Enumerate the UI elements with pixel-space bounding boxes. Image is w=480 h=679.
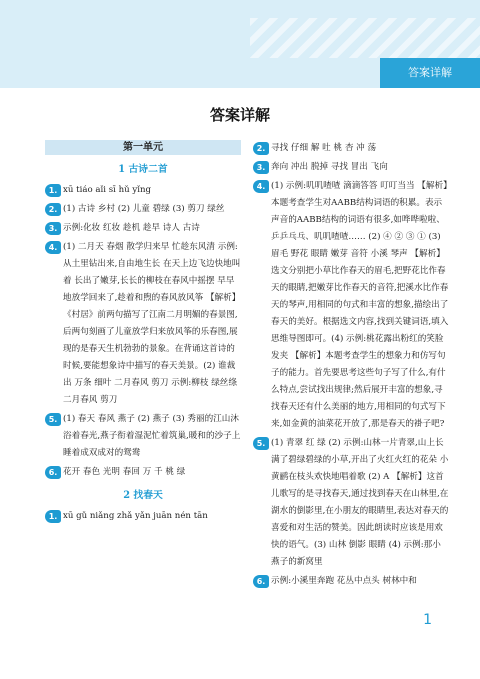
answer-text: 寻找 仔细 解 吐 桃 杏 冲 荡	[271, 143, 377, 153]
answer-item	[45, 182, 241, 199]
item-number-badge: 1.	[45, 184, 61, 197]
item-number-badge: 3.	[253, 161, 269, 174]
answer-item	[253, 159, 449, 176]
header-band	[0, 0, 480, 88]
unit-heading: 第一单元	[45, 140, 241, 155]
item-number-badge: 2.	[45, 203, 61, 216]
answer-item	[45, 508, 241, 525]
item-number-badge: 1.	[45, 510, 61, 523]
answer-text: (1) 二月天 春烟 散学归来早 忙趁东风清 示例:从土里钻出来,自由地生长 在天上边飞边快地叫着 长出了嫩芽,长长的柳枝在春风中摇摆 早早地放学回来了,趁着和煦的春风放风筝 【解析】《村居》前两句描写了江南二月明媚的春景图,后两句刻画了儿童放学归来放风筝的乐春图,展现的是春天生机勃勃的景象。在背诵这首诗的时候,要能想象诗中描写的春天美景。(2) 谁裁出 万条 细叶 二月春风 剪刀 示例:柳枝 绿丝绦 二月春风 剪刀	[63, 242, 241, 405]
page-number: 1	[423, 612, 432, 628]
item-number-badge: 3.	[45, 222, 61, 235]
answer-text: 示例:化妆 红妆 趁机 趁早 诗人 古诗	[63, 223, 200, 233]
answer-text: 花开 春色 光明 春回 万 千 桃 绿	[63, 467, 186, 477]
right-column	[253, 140, 449, 592]
item-number-badge: 6.	[45, 466, 61, 479]
answer-text: (1) 春天 春风 燕子 (2) 燕子 (3) 秀丽的江山沐浴着春光,燕子衔着湿泥忙着筑巢,暖和的沙子上睡着成双成对的鸳鸯	[63, 414, 241, 458]
answer-text: (1) 古诗 乡村 (2) 儿童 碧绿 (3) 剪刀 绿丝	[63, 204, 225, 214]
item-number-badge: 5.	[45, 413, 61, 426]
answer-text: 奔向 冲出 脱掉 寻找 冒出 飞向	[271, 162, 388, 172]
left-column	[45, 140, 241, 527]
answer-item	[45, 464, 241, 481]
answer-item	[253, 573, 449, 590]
lesson-title-2: 2 找春天	[123, 490, 163, 501]
page-title: 答案详解	[209, 106, 270, 124]
header-tab: 答案详解	[380, 58, 480, 88]
item-number-badge: 2.	[253, 142, 269, 155]
item-number-badge: 4.	[45, 241, 61, 254]
item-number-badge: 4.	[253, 180, 269, 193]
header-stripes-decor	[250, 18, 480, 58]
answer-item	[253, 435, 449, 571]
answer-text: (1) 青翠 红 绿 (2) 示例:山林一片青翠,山上长满了碧绿碧绿的小草,开出了火红火红的花朵 小黄鹂在枝头欢快地唱着歌 (2) A 【解析】这首儿歌写的是寻找春天,通过找到春天在山林里,在湖水的倒影里,在小朋友的眼睛里,表达对春天的喜爱和对生活的赞美。因此朗读时应该是用欢快的语气。(3) 山林 倒影 眼睛 (4) 示例:那小燕子的新窝里	[271, 438, 449, 567]
answer-item	[45, 201, 241, 218]
answer-text: xū tiáo aǐi sī hǔ yǐng	[63, 185, 152, 195]
lesson-title-1: 1 古诗二首	[118, 164, 168, 175]
item-number-badge: 5.	[253, 437, 269, 450]
answer-text: 示例:小溪里奔跑 花丛中点头 树林中和	[271, 576, 417, 586]
answer-item	[45, 411, 241, 462]
answer-item	[253, 140, 449, 157]
answer-item	[253, 178, 449, 433]
answer-text: xū gǔ niǎng zhǎ yǎn juān nén tān	[63, 511, 208, 521]
answer-item	[45, 220, 241, 237]
item-number-badge: 6.	[253, 575, 269, 588]
answer-text: (1) 示例:叽叽喳喳 滴滴答答 叮叮当当 【解析】本题考查学生对AABB结构词语的积累。表示声音的AABB结构的词语有很多,如哗哗啦啦、乒乒乓乓、叽叽喳喳…… (2) ④ ② ③ ① (3) 眉毛 野花 眼睛 嫩芽 音符 小溪 琴声 【解析】选文分别把小草比作春天的眉毛,把野花比作春天的眼睛,把嫩芽比作春天的音符,把溪水比作春天的琴声,用相同的句式和丰富的想象,描绘出了春天的美好。根据选文内容,找到关键词语,填入思维导图即可。(4) 示例:桃花露出粉红的笑脸 发夹 【解析】本题考查学生的想象力和仿写句子的能力。首先要思考这些句子写了什么,有什么特点,尝试找出规律;然后展开丰富的想象,寻找春天还有什么美丽的地方,用相同的句式写下来,如金黄的油菜花开放了,那是春天的褂子吧?	[271, 181, 449, 429]
answer-item	[45, 239, 241, 409]
